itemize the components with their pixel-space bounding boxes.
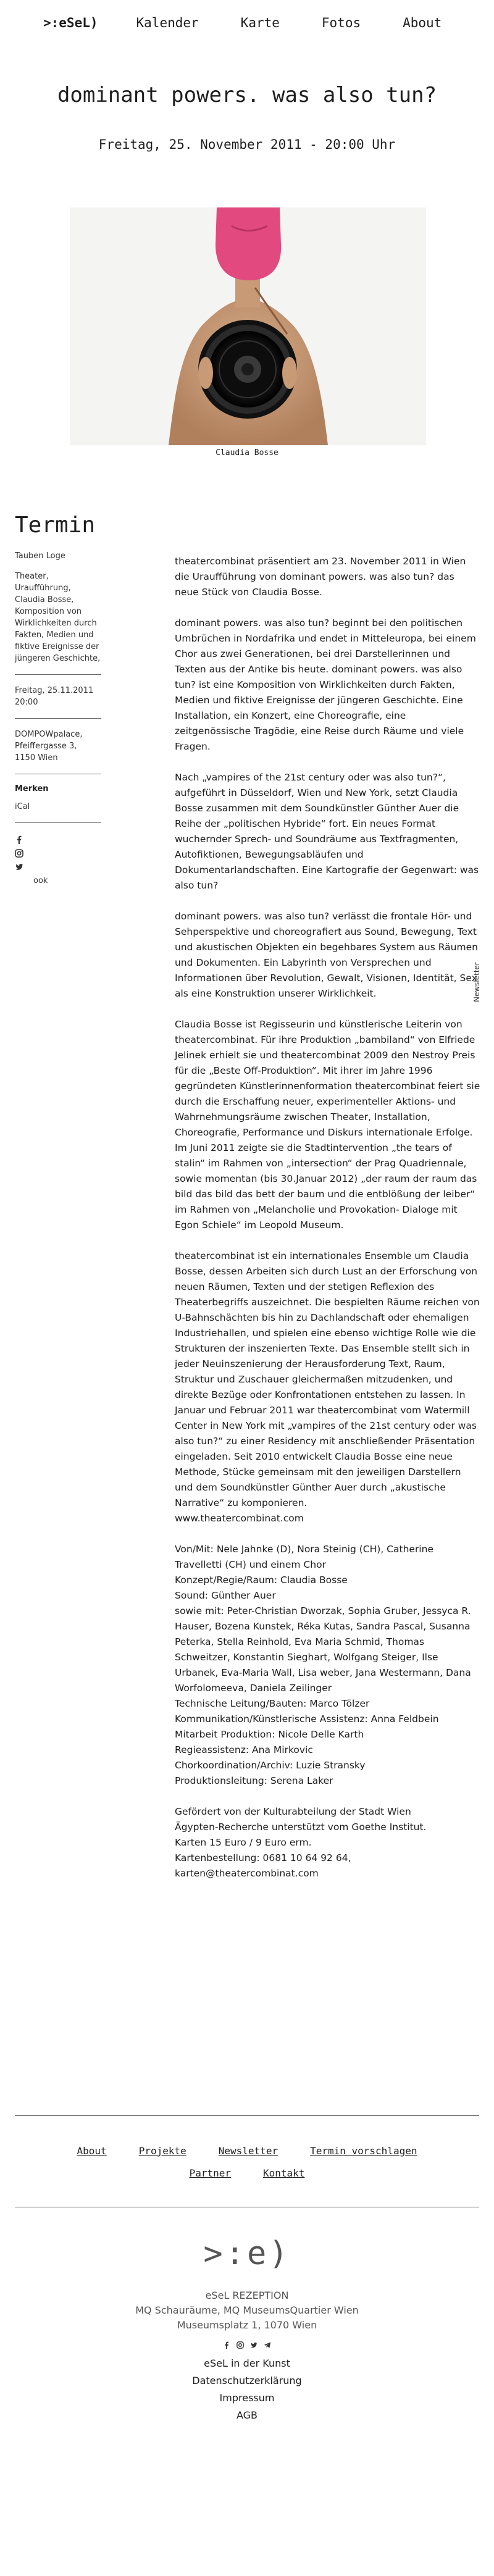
credit-line: Von/Mit: Nele Jahnke (D), Nora Steinig (CH), Catherine Travelletti (CH) und einem Chor [175,1544,433,1570]
share-twitter[interactable] [15,860,101,874]
divider [15,822,101,823]
share-facebook-label: ook [33,876,48,885]
venue-name[interactable]: DOMPOWpalace, [15,730,83,739]
footer-brand [0,2235,494,2424]
event-photo [70,207,426,445]
newsletter-tab[interactable]: Newsletter [472,962,481,1003]
twitter-icon[interactable] [250,2341,257,2349]
credit-line: Konzept/Regie/Raum: Claudia Bosse [175,1574,348,1586]
event-sidebar [15,512,101,887]
footer-link-about[interactable]: About [77,2145,107,2157]
credit-line: Sound: Günther Auer [175,1590,276,1601]
footer-social [0,2341,494,2349]
article-paragraph: dominant powers. was also tun? beginnt bei den politischen Umbrüchen in Nordafrika und endet in Mitteleuropa, bei einem Chor aus zwei Generationen, bei drei Darstellerinnen und Texten aus der Antike bis heute. dominant powers. was also tun? ist eine Komposition von Wirklichkeiten durch Fakten, Medien und fiktive Ereignisse der jüngeren Geschichte. Eine Installation, ein Konzert, eine Choreografie, eine zeitgenössische Tragödie, eine Reise durch Räume und viele Fragen. [175,617,476,752]
instagram-icon[interactable] [237,2341,244,2349]
funding-line: Gefördert von der Kulturabteilung der Stadt Wien [175,1806,411,1817]
event-title: dominant powers. was also tun? [57,83,437,107]
ticket-email[interactable]: karten@theatercombinat.com [175,1868,319,1879]
credit-line: Chorkoordination/Archiv: Luzie Stransky [175,1760,366,1771]
funding-line: Ägypten-Recherche unterstützt vom Goethe Institut. [175,1821,427,1833]
footer-logo[interactable]: >:e) [203,2235,291,2272]
bookmark-label[interactable]: Merken [15,784,49,793]
event-category[interactable]: Tauben Loge [15,551,65,561]
ticket-price: Karten 15 Euro / 9 Euro erm. [175,1837,312,1848]
footer-link-partner[interactable]: Partner [189,2167,231,2179]
event-date: Freitag, 25. November 2011 - 20:00 Uhr [98,137,396,152]
article-paragraph: Claudia Bosse ist Regisseurin und künstlerische Leiterin von theatercombinat. Für ihre Produktion „bambiland“ von Elfriede Jelinek erhielt sie und theatercombinat 2009 den Nestroy Preis für die „Beste Off-Produktion“. Mit ihrer im Jahre 1996 gegründeten Künstlerinnenformation theatercombinat feiert sie durch die Erschaffung neuer, experimenteller Aktions- und Wahrnehmungsräume zwischen Theater, Installation, Choreografie, Performance und Diskurs internationale Erfolge. Im Juni 2011 zeigte sie die Stadtintervention „the tears of stalin“ im Rahmen von „intersection“ der Prag Quadriennale, sowie momentan (bis 30.Januar 2012) „der raum der raum das bild das bild das bett der baum und die entblößung der leiber“ im Rahmen von „Melancholie und Provokation- Dialoge mit Egon Schiele“ im Leopold Museum. [175,1019,480,1231]
credit-line: Mitarbeit Produktion: Nicole Delle Karth [175,1729,364,1740]
nav-link-about[interactable]: About [403,15,442,30]
facebook-icon [15,835,23,844]
share-facebook-label-row[interactable] [15,874,101,887]
credit-line: Technische Leitung/Bauten: Marco Tölzer [175,1698,370,1709]
credits-list [175,1542,480,1881]
credit-line: Regieassistenz: Ana Mirkovic [175,1744,313,1755]
article-paragraph: theatercombinat präsentiert am 23. November 2011 in Wien die Uraufführung von dominant powers. was also tun? das neue Stück von Claudia Bosse. [175,556,466,598]
event-datetime-date: Freitag, 25.11.2011 [15,686,94,695]
footer-link-impressum[interactable]: Impressum [219,2392,275,2404]
article-paragraph: theatercombinat ist ein internationales Ensemble um Claudia Bosse, dessen Arbeiten sich durch Lust an der Erforschung von neuen Räumen, Texten und der stetigen Reflexion des Theaterbegriffs auszeichnet. Die bespielten Räume reichen von U-Bahnschächten bis hin zu Dachlandschaft oder ehemaligen Industriehallen, und spielen eine ebenso wichtige Rolle wie die Strukturen der inszenierten Texte. Das Ensemble stellt sich in jeder Neuinszenierung der Herausforderung Text, Raum, Struktur und Zuschauer gleichermaßen mitzudenken, und direkte Bezüge oder Konfrontationen entstehen zu lassen. In Januar und Februar 2011 war theatercombinat vom Watermill Center in New York mit „vampires of the 21st century oder was also tun?“ zu einer Residency mit anschließender Präsentation eingeladen. Seit 2010 entwickelt Claudia Bosse eine neue Methode, Stücke gemeinsam mit den jeweiligen Darstellern und dem Soundkünstler Günther Auer durch „akustische Narrative“ zu komponieren. [175,1250,480,1508]
article-paragraph: dominant powers. was also tun? verlässt die frontale Hör- und Sehperspektive und choreografiert aus Sound, Bewegung, Text und akustischen Objekten ein begehbares System aus Räumen und Dokumenten. Ein Labyrinth von Versprechen und Informationen über Revolution, Gewalt, Visionen, Identität, Sex als eine Konstruktion unserer Wirklichkeit. [175,911,478,999]
performer-with-speaker-illustration [70,207,426,445]
divider [15,718,101,719]
footer-link-newsletter[interactable]: Newsletter [218,2145,278,2157]
share-instagram[interactable] [15,847,101,860]
sidebar-heading: Termin [15,512,96,538]
footer-link-projekte[interactable]: Projekte [138,2145,186,2157]
website-link[interactable]: www.theatercombinat.com [175,1513,304,1524]
footer-link-agb[interactable]: AGB [236,2409,258,2421]
credit-line: Kommunikation/Künstlerische Assistenz: Anna Feldbein [175,1713,439,1725]
footer-org: eSeL REZEPTION [205,2290,289,2301]
nav-link-kalender[interactable]: Kalender [136,15,199,30]
venue-street: Pfeiffergasse 3, [15,742,77,751]
footer-divider [15,2115,479,2116]
top-navigation [43,14,451,32]
footer-link-termin-vorschlagen[interactable]: Termin vorschlagen [310,2145,417,2157]
footer-links [0,2145,494,2189]
event-datetime-time: 20:00 [15,698,38,707]
footer-link-datenschutz[interactable]: Datenschutzerklärung [192,2375,302,2386]
divider [15,674,101,675]
footer-address-line: Museumsplatz 1, 1070 Wien [177,2319,317,2331]
ical-link[interactable]: iCal [15,802,30,811]
telegram-icon[interactable] [264,2341,271,2349]
venue-city: 1150 Wien [15,753,58,763]
footer-address-line: MQ Schauräume, MQ MuseumsQuartier Wien [135,2304,359,2316]
footer-link-esel-in-der-kunst[interactable]: eSeL in der Kunst [204,2357,290,2369]
twitter-icon [15,863,23,871]
event-tags[interactable]: Theater, Uraufführung, Claudia Bosse, Komposition von Wirklichkeiten durch Fakten, Medien und fiktive Ereignisse der jüngeren Geschichte, [15,572,101,663]
nav-link-fotos[interactable]: Fotos [321,15,361,30]
credit-line: Produktionsleitung: Serena Laker [175,1775,333,1786]
instagram-icon [15,849,23,858]
facebook-icon[interactable] [223,2341,230,2349]
photo-caption: Claudia Bosse [216,448,278,458]
nav-link-karte[interactable]: Karte [240,15,280,30]
event-description [175,554,480,1881]
ticket-phone: Kartenbestellung: 0681 10 64 92 64, [175,1852,351,1863]
site-logo[interactable]: >:eSeL) [43,15,98,30]
article-paragraph: Nach „vampires of the 21st century oder was also tun?“, aufgeführt in Düsseldorf, Wien und New York, setzt Claudia Bosse zusammen mit dem Soundkünstler Günther Auer die Reihe der „politischen Hybride“ fort. Ein neues Format wuchernder Sprech- und Soundräume aus Textfragmenten, Autofiktionen, Bewegungsabläufen und Dokumentarlandschaften. Eine Kartografie der Gegenwart: was also tun? [175,772,479,891]
share-facebook[interactable] [15,833,101,847]
footer-link-kontakt[interactable]: Kontakt [263,2167,305,2179]
credit-line: sowie mit: Peter-Christian Dworzak, Sophia Gruber, Jessyca R. Hauser, Bozena Kunstek, Réka Kutas, Sandra Pascal, Susanna Peterka, Stella Reinhold, Eva Maria Schmid, Thomas Schweitzer, Konstantin Sieghart, Wolfgang Steiger, Ilse Urbanek, Eva-Maria Wall, Lisa weber, Jana Westermann, Dana Worfolomeeva, Daniela Zeilinger [175,1605,471,1694]
